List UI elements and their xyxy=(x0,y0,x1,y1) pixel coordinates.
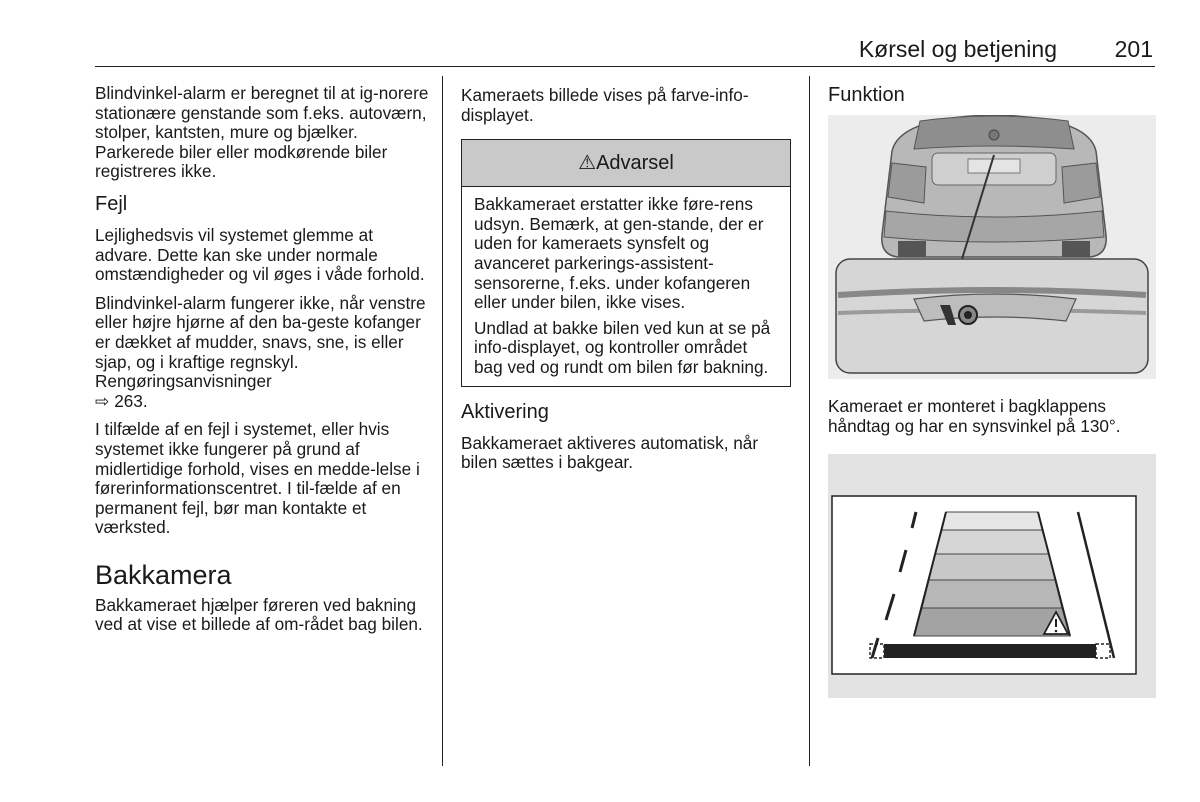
running-header-title: Kørsel og betjening xyxy=(858,36,1057,62)
warning-paragraph: Undlad at bakke bilen ved kun at se på info-displayet, og kontroller området bag ved og rundt om bilen før bakning. xyxy=(474,317,771,377)
paragraph-text: Blindvinkel-alarm fungerer ikke, når venstre eller højre hjørne af den ba-geste kofanger er dækket af mudder, snavs, sne, is eller sjap, og i kraftige regnskyl. Rengøringsanvisninger xyxy=(95,292,426,392)
page-header xyxy=(95,34,1155,67)
column-divider xyxy=(442,76,443,766)
warning-header xyxy=(462,140,790,187)
section-heading-fejl: Fejl xyxy=(95,192,128,215)
tailgate-handle-closeup xyxy=(836,259,1148,373)
paragraph: I tilfælde af en fejl i systemet, eller hvis systemet ikke fungerer på grund af midlertidige forhold, vises en medde-lelse i førerinformationscentret. I til-fælde af en permanent fejl, bør man kontakte et værksted. xyxy=(95,419,420,538)
column-left xyxy=(95,84,430,644)
section-heading-bakkamera: Bakkamera xyxy=(95,559,232,590)
paragraph: Kameraet er monteret i bagklappens håndtag og har en synsvinkel på 130°. xyxy=(828,396,1121,436)
section-heading-aktivering: Aktivering xyxy=(461,400,549,423)
warning-triangle-icon: ⚠ xyxy=(578,152,597,175)
column-divider xyxy=(809,76,810,766)
reverse-camera-display-illustration xyxy=(828,454,1156,698)
column-middle xyxy=(461,86,791,482)
section-heading-funktion: Funktion xyxy=(828,84,905,106)
page-reference[interactable]: 263. xyxy=(114,390,148,411)
warning-title: Advarsel xyxy=(596,152,674,175)
warning-body xyxy=(462,187,790,385)
warning-paragraph: Bakkameraet erstatter ikke føre-rens udsyn. Bemærk, at gen-stande, der er uden for kameraets synsfelt og avanceret parkerings-assistent-sensorerne, f.eks. under kofangeren eller under bilen, ikke vises. xyxy=(474,194,764,313)
page-number: 201 xyxy=(1114,36,1153,62)
bumper-bar xyxy=(884,644,1096,658)
camera-location-illustration xyxy=(828,115,1156,379)
column-right xyxy=(828,84,1158,698)
paragraph: Lejlighedsvis vil systemet glemme at advare. Dette kan ske under normale omstændigheder og vil øges i våde forhold. xyxy=(95,224,425,285)
paragraph: Kameraets billede vises på farve-info-displayet. xyxy=(461,85,749,125)
page-reference-arrow-icon: ⇨ xyxy=(95,390,110,411)
paragraph: Bakkameraet hjælper føreren ved bakning ved at vise et billede af om-rådet bag bilen. xyxy=(95,594,423,635)
paragraph: Blindvinkel-alarm er beregnet til at ig-norere stationære genstande som f.eks. autoværn, stolper, kantsten, mure og bjælker. Parkerede biler eller modkørende biler registreres ikke. xyxy=(95,83,429,182)
warning-box xyxy=(461,139,791,386)
car-rear-icon xyxy=(882,115,1106,257)
paragraph-cleaning xyxy=(95,294,430,412)
paragraph: Bakkameraet aktiveres automatisk, når bilen sættes i bakgear. xyxy=(461,432,759,473)
